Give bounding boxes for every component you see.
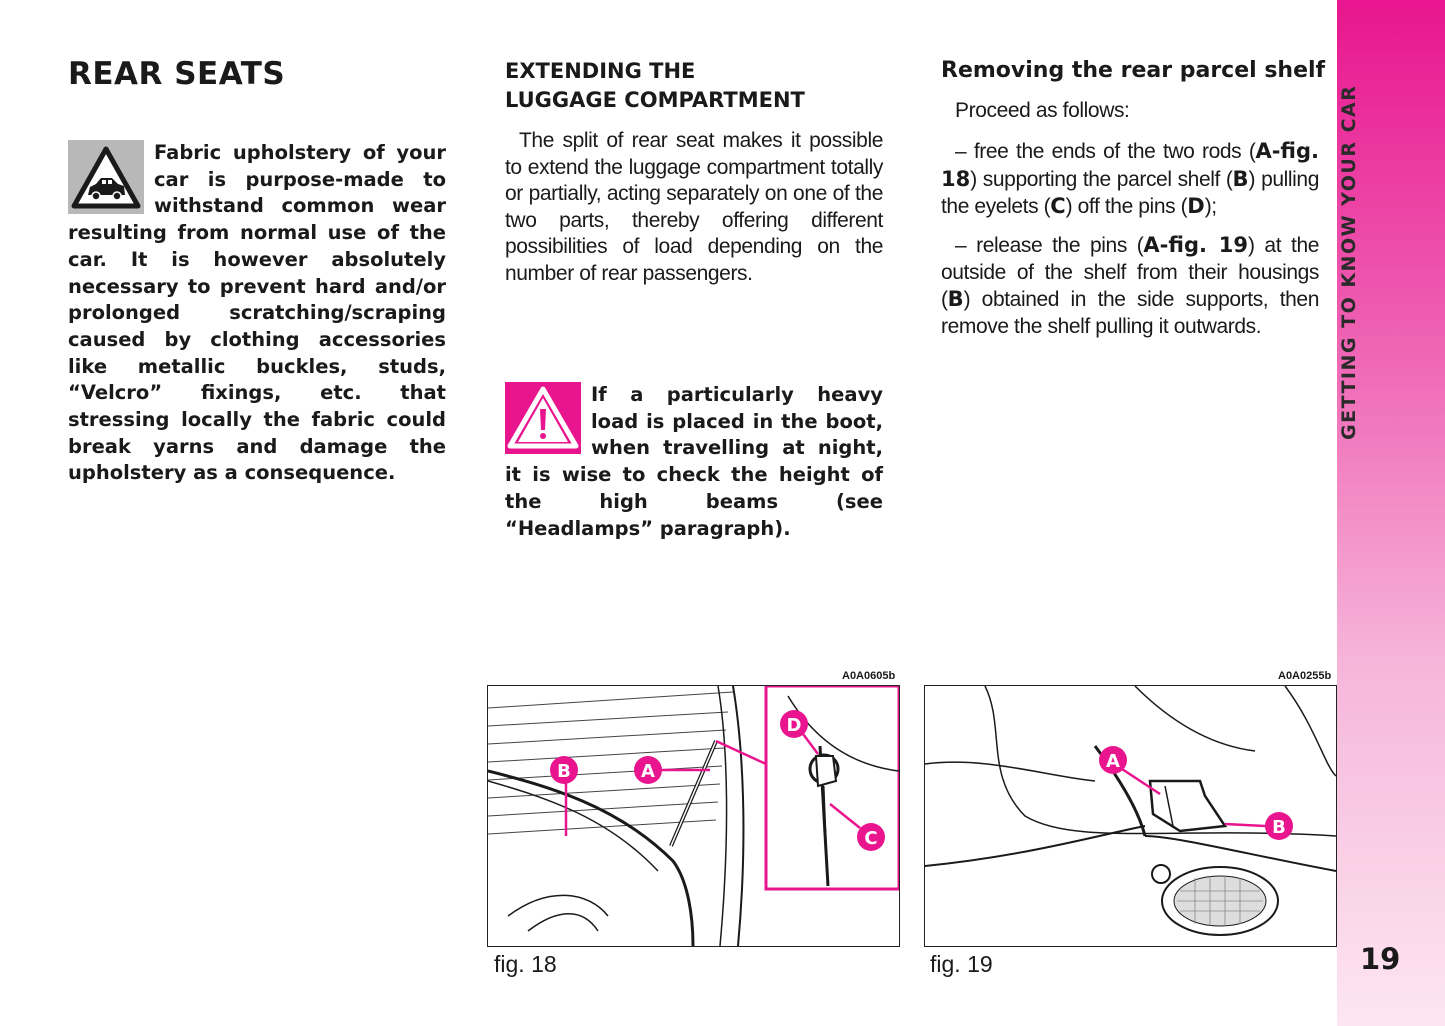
- svg-text:C: C: [864, 828, 878, 849]
- heavy-load-warning-text: If a particularly heavy load is placed in the boot, when travelling at night, it is wise to check the height of the high beams (see “Headlamps” paragraph).: [505, 383, 883, 540]
- svg-text:B: B: [1272, 817, 1286, 838]
- fig19-caption: fig. 19: [930, 951, 993, 977]
- section-heading-parcel-shelf: Removing the rear parcel shelf: [941, 58, 1326, 83]
- svg-text:A: A: [641, 761, 655, 782]
- fig19-label-b: [1265, 812, 1293, 840]
- procedure-step-1: – free the ends of the two rods (A-fig. 18) supporting the parcel shelf (B) pulling the eyelets (C) off the pins (D);: [941, 139, 1319, 219]
- fig18-code: A0A0605b: [842, 670, 896, 682]
- svg-text:A: A: [1106, 751, 1120, 772]
- section-heading-extending-line1: EXTENDING THE: [505, 59, 696, 83]
- section-heading-extending-line2: LUGGAGE COMPARTMENT: [505, 88, 805, 112]
- fig19-illustration: [924, 685, 1337, 947]
- upholstery-warning-text: Fabric upholstery of your car is purpose-made to withstand common wear resulting from normal use of the car. It is however absolutely necessary to prevent hard and/or prolonged scratching/scraping caused by clothing accessories like metallic buckles, studs, “Velcro” fixings, etc. that stressing locally the fabric could break yarns and damage the upholstery as a consequence.: [68, 141, 446, 485]
- fig19-code: A0A0255b: [1278, 670, 1332, 682]
- svg-text:B: B: [557, 761, 571, 782]
- procedure-step-2: – release the pins (A-fig. 19) at the outside of the shelf from their housings (B) obtained in the side supports, then remove the shelf pulling it outwards.: [941, 233, 1320, 338]
- svg-text:D: D: [786, 715, 802, 736]
- procedure-intro: Proceed as follows:: [955, 99, 1130, 122]
- section-heading-rear-seats: REAR SEATS: [68, 56, 286, 92]
- fig18-label-c: [857, 823, 885, 851]
- fig18-illustration: [487, 685, 900, 947]
- fig18-label-a: [634, 756, 662, 784]
- upholstery-warning: [68, 140, 446, 487]
- fig18-label-b: [550, 756, 578, 784]
- fig18-caption: fig. 18: [494, 951, 557, 977]
- car-warning-icon: [68, 140, 144, 214]
- fig18-label-d: [780, 710, 808, 738]
- luggage-extension-text: The split of rear seat makes it possible to extend the luggage compartment totally or partially, acting separately on one of the two parts, thereby offering different possibilities of load depending on the number of rear passengers.: [505, 129, 883, 285]
- sidebar-section-title: GETTING TO KNOW YOUR CAR: [1338, 84, 1360, 440]
- exclamation-warning-icon: [505, 382, 581, 454]
- fig19-label-a: [1099, 746, 1127, 774]
- heavy-load-warning: [505, 382, 883, 542]
- page-number: 19: [1360, 942, 1401, 976]
